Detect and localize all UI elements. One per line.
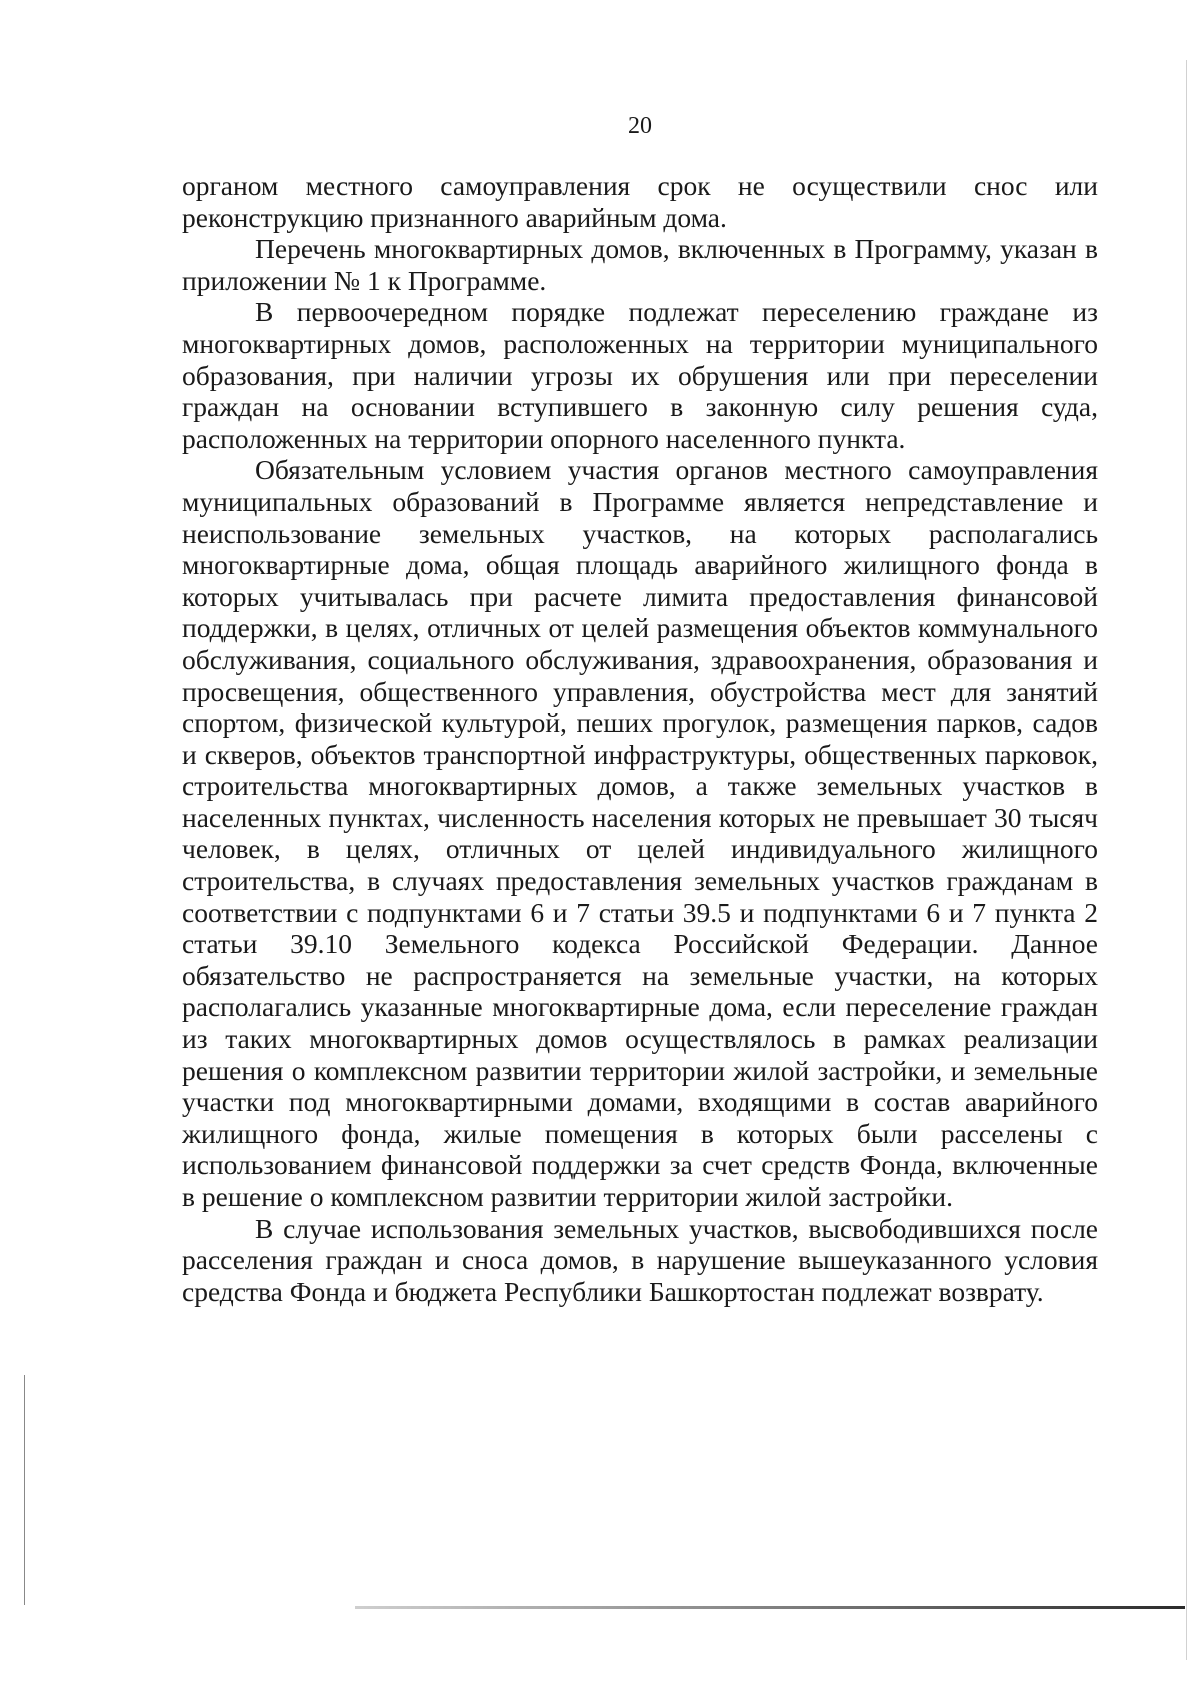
scan-edge-right xyxy=(1186,60,1187,1660)
document-body xyxy=(182,170,1098,1307)
paragraph-program-list: Перечень многоквартирных домов, включенных в Программу, указан в приложении № 1 к Программе. xyxy=(182,233,1098,296)
scan-edge-bottom xyxy=(355,1606,1185,1609)
page-number: 20 xyxy=(628,113,652,139)
paragraph-priority-resettlement: В первоочередном порядке подлежат переселению граждане из многоквартирных домов, расположенных на территории муниципального образования, при наличии угрозы их обрушения или при переселении граждан на основании вступившего в законную силу решения суда, расположенных на территории опорного населенного пункта. xyxy=(182,296,1098,454)
paragraph-continuation: органом местного самоуправления срок не осуществили снос или реконструкцию признанного аварийным дома. xyxy=(182,170,1098,233)
paragraph-land-use-condition: Обязательным условием участия органов местного самоуправления муниципальных образований в Программе является непредставление и неиспользование земельных участков, на которых располагались многоквартирные дома, общая площадь аварийного жилищного фонда в которых учитывалась при расчете лимита предоставления финансовой поддержки, в целях, отличных от целей размещения объектов коммунального обслуживания, социального обслуживания, здравоохранения, образования и просвещения, общественного управления, обустройства мест для занятий спортом, физической культурой, пеших прогулок, размещения парков, садов и скверов, объектов транспортной инфраструктуры, общественных парковок, строительства многоквартирных домов, а также земельных участков в населенных пунктах, численность населения которых не превышает 30 тысяч человек, в целях, отличных от целей индивидуального жилищного строительства, в случаях предоставления земельных участков гражданам в соответствии с подпунктами 6 и 7 статьи 39.5 и подпунктами 6 и 7 пункта 2 статьи 39.10 Земельного кодекса Российской Федерации. Данное обязательство не распространяется на земельные участки, на которых располагались указанные многоквартирные дома, если переселение граждан из таких многоквартирных домов осуществлялось в рамках реализации решения о комплексном развитии территории жилой застройки, и земельные участки под многоквартирными домами, входящими в состав аварийного жилищного фонда, жилые помещения в которых были расселены с использованием финансовой поддержки за счет средств Фонда, включенные в решение о комплексном развитии территории жилой застройки. xyxy=(182,454,1098,1212)
scan-edge-left xyxy=(24,1375,25,1605)
paragraph-refund-condition: В случае использования земельных участков, высвободившихся после расселения граждан и сноса домов, в нарушение вышеуказанного условия средства Фонда и бюджета Республики Башкортостан подлежат возврату. xyxy=(182,1212,1098,1307)
